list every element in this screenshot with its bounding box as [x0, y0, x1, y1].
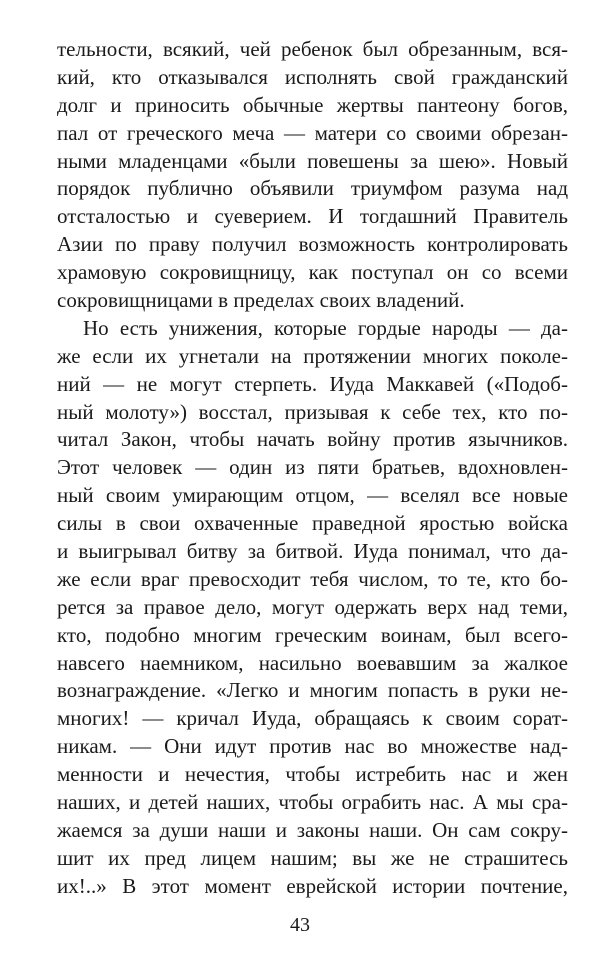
text-line: рется за правое дело, могут одержать верх над теми, — [57, 594, 568, 619]
text-line: ный молоту») восстал, призывая к себе тех, кто по- — [57, 399, 568, 424]
text-line: Азии по праву получил возможность контролировать — [57, 232, 568, 257]
text-line: шит их пред лицем нашим; вы же не страшитесь — [57, 845, 568, 870]
text-line: ными младенцами «были повешены за шею». Новый — [57, 148, 568, 173]
text-line: ный своим умирающим отцом, — вселял все новые — [57, 483, 568, 508]
text-line: ний — не могут стерпеть. Иуда Маккавей («Подоб- — [57, 371, 568, 396]
text-line: читал Закон, чтобы начать войну против язычников. — [57, 427, 568, 452]
text-line: кий, кто отказывался исполнять свой гражданский — [57, 64, 568, 89]
text-line: порядок публично объявили триумфом разума над — [57, 176, 568, 201]
text-line: вознаграждение. «Легко и многим попасть в руки не- — [57, 678, 568, 703]
text-line: наших, и детей наших, чтобы ограбить нас. А мы сра- — [57, 790, 568, 815]
paragraph — [57, 315, 568, 901]
book-page-text — [57, 36, 568, 901]
text-line: пал от греческого меча — матери со своими обрезан- — [57, 120, 568, 145]
text-line: навсего наемником, насильно воевавшим за жалкое — [57, 650, 568, 675]
text-line: силы в свои охваченные праведной яростью войска — [57, 511, 568, 536]
page-number: 43 — [290, 914, 310, 936]
text-line: Но есть унижения, которые гордые народы — да- — [83, 315, 568, 340]
text-line: храмовую сокровищницу, как поступал он со всеми — [57, 260, 568, 285]
text-line: отсталостью и суеверием. И тогдашний Правитель — [57, 204, 568, 229]
text-line: многих! — кричал Иуда, обращаясь к своим сорат- — [57, 706, 568, 731]
text-line: кто, подобно многим греческим воинам, был всего- — [57, 622, 568, 647]
text-line: же если враг превосходит тебя числом, то те, кто бо- — [57, 566, 568, 591]
text-line: тельности, всякий, чей ребенок был обрезанным, вся- — [57, 37, 568, 61]
text-line: сокровищницами в пределах своих владений. — [57, 288, 465, 313]
text-line: жаемся за души наши и законы наши. Он сам сокру- — [57, 817, 568, 842]
text-line: долг и приносить обычные жертвы пантеону богов, — [57, 92, 568, 117]
text-line: их!..» В этот момент еврейской истории почтение, — [57, 873, 568, 898]
paragraph — [57, 36, 568, 315]
text-line: и выигрывал битву за битвой. Иуда понимал, что да- — [57, 539, 568, 564]
text-line: же если их угнетали на протяжении многих поколе- — [57, 343, 568, 368]
text-line: никам. — Они идут против нас во множестве над- — [57, 734, 568, 759]
text-line: менности и нечестия, чтобы истребить нас и жен — [57, 762, 568, 787]
text-line: Этот человек — один из пяти братьев, вдохновлен- — [57, 455, 568, 480]
